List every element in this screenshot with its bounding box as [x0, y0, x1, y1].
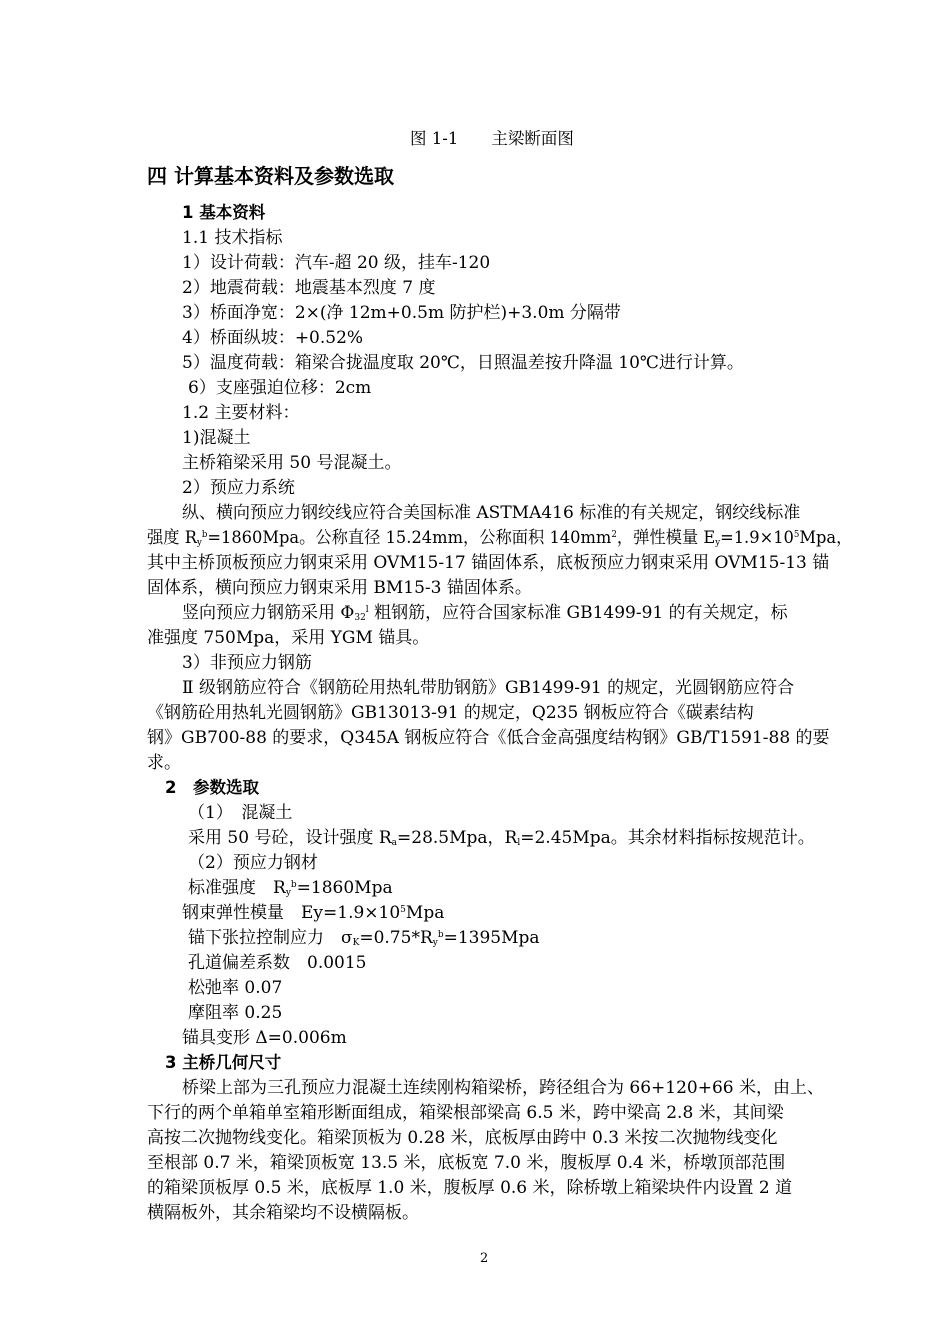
subsection-heading-parameters: 2 参数选取 [165, 778, 259, 797]
parameter-heading-concrete: （1） 混凝土 [188, 803, 293, 823]
text-run: Mpa [405, 903, 445, 923]
superscript: 2 [611, 530, 617, 540]
text-run: 竖向预应力钢筋采用 Φ [182, 603, 355, 623]
parameter-line: 孔道偏差系数 0.0015 [188, 953, 367, 973]
paragraph-line: 桥梁上部为三孔预应力混凝土连续刚构箱梁桥，跨径组合为 66+120+66 米，由上、 [182, 1078, 825, 1098]
text-run: =28.5Mpa，R [397, 828, 518, 848]
parameter-line [188, 927, 540, 949]
parameter-line [182, 902, 444, 924]
text-run: =1.9×10 [720, 528, 794, 548]
parameter-line: 松弛率 0.07 [188, 978, 283, 998]
subsection-heading-geometry: 3 主桥几何尺寸 [165, 1053, 282, 1072]
paragraph-line: 固体系，横向预应力钢束采用 BM15-3 锚固体系。 [147, 578, 532, 598]
section-title: 四 计算基本资料及参数选取 [147, 164, 394, 188]
paragraph-line: Ⅱ 级钢筋应符合《钢筋砼用热轧带肋钢筋》GB1499-91 的规定，光圆钢筋应符合 [182, 678, 795, 698]
parameter-line [188, 827, 815, 849]
subsection-heading-tech: 1.1 技术指标 [182, 228, 283, 248]
paragraph-line: 至根部 0.7 米，箱梁顶板宽 13.5 米，底板宽 7.0 米，腹板厚 0.4 米，桥墩顶部范围 [147, 1153, 786, 1173]
text-run: =2.45Mpa。其余材料指标按规范计。 [520, 828, 815, 848]
subsection-heading-basic-data: 1 基本资料 [182, 203, 266, 222]
superscript: b [201, 530, 208, 540]
superscript: l [365, 605, 369, 615]
paragraph-line: 钢》GB700-88 的要求，Q345A 钢板应符合《低合金高强度结构钢》GB/T1591-88 的要 [147, 728, 830, 748]
text-run: =1860Mpa。公称直径 15.24mm，公称面积 140mm [207, 528, 612, 548]
tech-item: 2）地震荷载：地震基本烈度 7 度 [182, 278, 436, 298]
material-heading-nonprestress: 3）非预应力钢筋 [182, 653, 312, 673]
paragraph-line [147, 527, 852, 549]
concrete-text: 主桥箱梁采用 50 号混凝土。 [182, 453, 402, 473]
text-run: 粗钢筋，应符合国家标准 GB1499-91 的有关规定，标 [368, 603, 788, 623]
material-heading-prestress: 2）预应力系统 [182, 478, 295, 498]
text-run: 钢束弹性模量 Ey=1.9×10 [182, 903, 401, 923]
text-run: =1860Mpa [296, 878, 393, 898]
page-number: 2 [480, 1251, 489, 1266]
text-run: 采用 50 号砼，设计强度 R [188, 828, 392, 848]
subscript: y [285, 888, 291, 898]
subscript: K [352, 938, 360, 948]
paragraph-line: 《钢筋砼用热轧光圆钢筋》GB13013-91 的规定，Q235 钢板应符合《碳素结构 [147, 703, 754, 723]
parameter-line [188, 877, 393, 899]
figure-caption: 图 1-1 主梁断面图 [410, 129, 574, 148]
subscript: y [432, 938, 438, 948]
paragraph-line: 横隔板外，其余箱梁均不设横隔板。 [147, 1203, 419, 1223]
parameter-line: 锚具变形 Δ=0.006m [182, 1028, 347, 1048]
superscript: b [437, 930, 444, 940]
text-run: =0.75*R [359, 928, 433, 948]
tech-item: 5）温度荷载：箱梁合拢温度取 20℃，日照温差按升降温 10℃进行计算。 [182, 353, 744, 373]
paragraph-line: 纵、横向预应力钢绞线应符合美国标准 ASTMA416 标准的有关规定，钢绞线标准 [182, 503, 801, 523]
tech-item: 1）设计荷载：汽车-超 20 级，挂车-120 [182, 253, 491, 273]
tech-item: 6）支座强迫位移：2cm [188, 378, 372, 398]
paragraph-line: 求。 [147, 753, 181, 773]
superscript: 5 [400, 905, 406, 915]
text-run: 锚下张拉控制应力 σ [188, 928, 353, 948]
tech-item: 3）桥面净宽：2×(净 12m+0.5m 防护栏)+3.0m 分隔带 [182, 303, 621, 323]
text-run: 强度 R [147, 528, 197, 548]
parameter-heading-steel: （2）预应力钢材 [188, 853, 318, 873]
subscript: 32 [354, 613, 366, 623]
subscript: a [391, 838, 398, 848]
text-run: =1395Mpa [443, 928, 540, 948]
text-run: Mpa， [799, 528, 853, 548]
paragraph-line: 下行的两个单箱单室箱形断面组成，箱梁根部梁高 6.5 米，跨中梁高 2.8 米，其间梁 [147, 1103, 784, 1123]
paragraph-line: 准强度 750Mpa，采用 YGM 锚具。 [147, 628, 430, 648]
paragraph-line [182, 602, 788, 624]
paragraph-line: 其中主桥顶板预应力钢束采用 OVM15-17 锚固体系，底板预应力钢束采用 OVM15-13 锚 [147, 553, 830, 573]
parameter-line: 摩阻率 0.25 [188, 1003, 283, 1023]
paragraph-line: 的箱梁顶板厚 0.5 米，底板厚 1.0 米，腹板厚 0.6 米，除桥墩上箱梁块件内设置 2 道 [147, 1178, 793, 1198]
subsection-heading-materials: 1.2 主要材料： [182, 403, 300, 423]
subscript: y [715, 538, 721, 548]
material-heading-concrete: 1)混凝土 [182, 428, 251, 448]
superscript: 5 [793, 530, 800, 540]
subscript: y [196, 538, 202, 548]
subscript: l [517, 838, 521, 848]
text-run: 标准强度 R [188, 878, 286, 898]
text-run: ，弹性模量 E [616, 528, 716, 548]
paragraph-line: 高按二次抛物线变化。箱梁顶板为 0.28 米，底板厚由跨中 0.3 米按二次抛物线变化 [147, 1128, 778, 1148]
superscript: b [290, 880, 297, 890]
tech-item: 4）桥面纵坡：+0.52% [182, 328, 364, 348]
